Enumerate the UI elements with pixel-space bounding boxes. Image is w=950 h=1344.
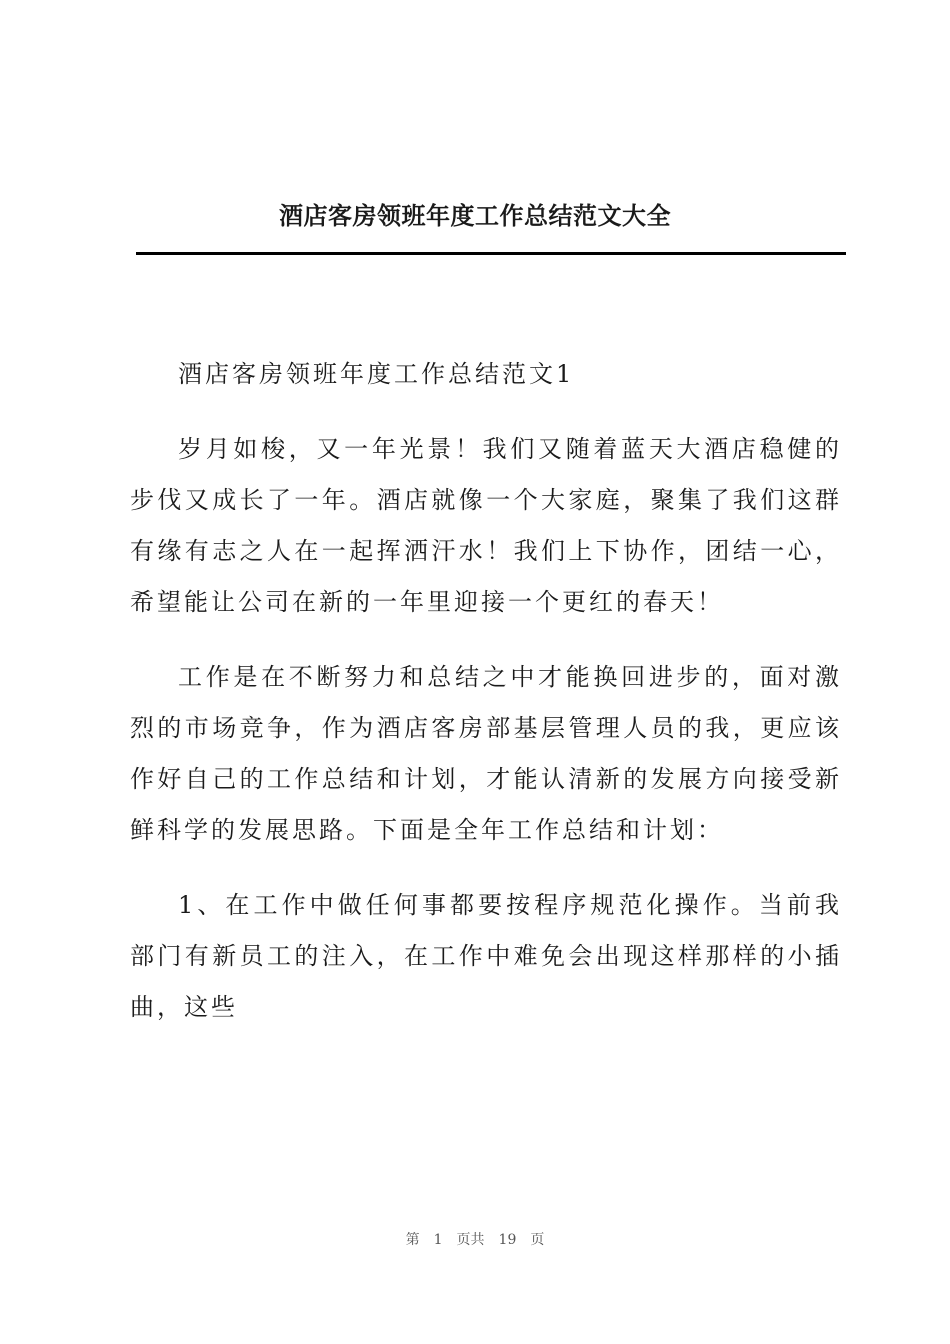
paragraph: 岁月如梭，又一年光景！我们又随着蓝天大酒店稳健的步伐又成长了一年。酒店就像一个大家庭，聚集了我们这群有缘有志之人在一起挥洒汗水！我们上下协作，团结一心，希望能让公司在新的一年里迎接一个更红的春天！: [130, 435, 842, 616]
paragraph: 工作是在不断努力和总结之中才能换回进步的，面对激烈的市场竞争，作为酒店客房部基层管理人员的我，更应该作好自己的工作总结和计划，才能认清新的发展方向接受新鲜科学的发展思路。下面是全年工作总结和计划：: [130, 663, 842, 844]
footer-suffix: 页: [530, 1232, 545, 1248]
footer-total-pages: 19: [498, 1232, 517, 1248]
paragraph: 1、在工作中做任何事都要按程序规范化操作。当前我部门有新员工的注入，在工作中难免会出现这样那样的小插曲，这些: [130, 891, 842, 1021]
footer-middle: 页共: [456, 1232, 485, 1248]
document-body: [130, 349, 842, 1057]
footer-prefix: 第: [405, 1232, 420, 1248]
footer-current-page: 1: [433, 1232, 443, 1248]
title-underline: [136, 252, 846, 255]
section-heading: 酒店客房领班年度工作总结范文1: [178, 360, 575, 388]
page-title: 酒店客房领班年度工作总结范文大全: [279, 201, 671, 230]
page-footer: [0, 1229, 950, 1249]
